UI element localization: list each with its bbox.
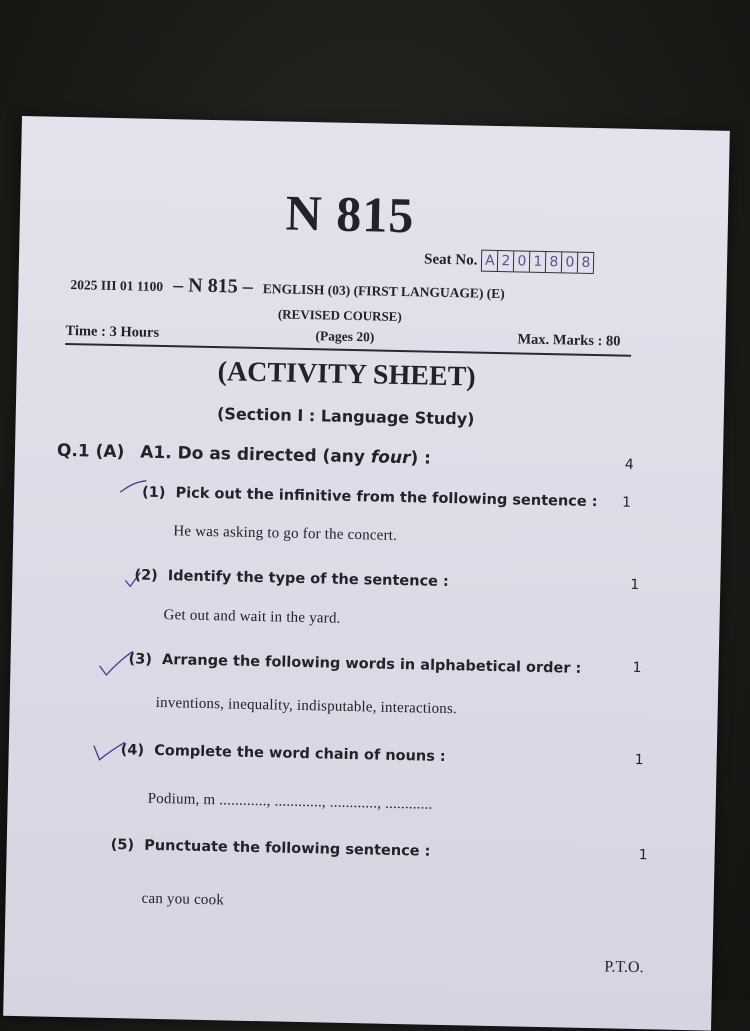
page-count: (Pages 20) bbox=[315, 328, 375, 345]
question-item bbox=[111, 837, 431, 860]
item-sentence: can you cook bbox=[141, 890, 225, 909]
item-sentence: inventions, inequality, indisputable, interactions. bbox=[155, 694, 458, 718]
question-directive: A1. Do as directed (any four) : bbox=[140, 442, 432, 469]
page-turn-note: P.T.O. bbox=[604, 958, 644, 977]
item-marks: 1 bbox=[638, 847, 648, 864]
seat-digit: 0 bbox=[514, 251, 530, 271]
item-sentence: He was asking to go for the concert. bbox=[173, 523, 398, 544]
seat-number-field bbox=[424, 248, 595, 274]
item-number: (3) bbox=[128, 651, 153, 668]
exam-code-line bbox=[70, 272, 505, 304]
seat-label: Seat No. bbox=[423, 250, 478, 269]
item-marks: 1 bbox=[634, 751, 644, 769]
item-sentence: Podium, m ............, ............, ............, ............ bbox=[147, 790, 433, 813]
item-instruction: Pick out the infinitive from the following sentence : bbox=[175, 485, 598, 511]
question-item bbox=[121, 742, 446, 765]
exam-sheet bbox=[3, 116, 730, 1031]
exam-subject: ENGLISH (03) (FIRST LANGUAGE) (E) bbox=[262, 281, 505, 302]
exam-time: Time : 3 Hours bbox=[65, 322, 160, 341]
seat-digit: A bbox=[482, 251, 498, 271]
item-marks: 1 bbox=[632, 659, 642, 677]
paper-code-title: N 815 bbox=[285, 184, 415, 244]
item-instruction: Complete the word chain of nouns : bbox=[154, 742, 446, 766]
item-instruction: Punctuate the following sentence : bbox=[144, 837, 431, 860]
revised-course: (REVISED COURSE) bbox=[277, 306, 402, 324]
question-item bbox=[142, 485, 598, 511]
sheet-title: (ACTIVITY SHEET) bbox=[217, 356, 476, 393]
max-marks: Max. Marks : 80 bbox=[517, 331, 621, 350]
exam-code-prefix: 2025 III 01 1100 bbox=[70, 277, 164, 294]
exam-code: – N 815 – bbox=[173, 274, 253, 298]
question-marks: 4 bbox=[624, 456, 634, 473]
seat-digit: 8 bbox=[581, 254, 591, 271]
question-heading bbox=[57, 441, 431, 469]
item-marks: 1 bbox=[621, 494, 632, 511]
seat-digit: 2 bbox=[498, 251, 514, 271]
item-number: (5) bbox=[110, 837, 135, 854]
item-instruction: Identify the type of the sentence : bbox=[167, 568, 449, 591]
seat-digit: 0 bbox=[562, 252, 578, 272]
question-item bbox=[128, 651, 581, 676]
seat-number-boxes bbox=[481, 250, 594, 274]
question-number: Q.1 (A) bbox=[56, 440, 125, 463]
item-sentence: Get out and wait in the yard. bbox=[163, 607, 341, 627]
item-number: (4) bbox=[120, 742, 145, 759]
item-marks: 1 bbox=[630, 576, 640, 594]
seat-digit: 1 bbox=[530, 252, 546, 272]
item-number: (2) bbox=[134, 567, 158, 584]
item-instruction: Arrange the following words in alphabetical order : bbox=[161, 652, 582, 677]
seat-digit: 8 bbox=[546, 252, 562, 272]
item-number: (1) bbox=[141, 484, 166, 502]
section-heading: (Section I : Language Study) bbox=[216, 404, 475, 429]
question-item bbox=[134, 567, 449, 590]
